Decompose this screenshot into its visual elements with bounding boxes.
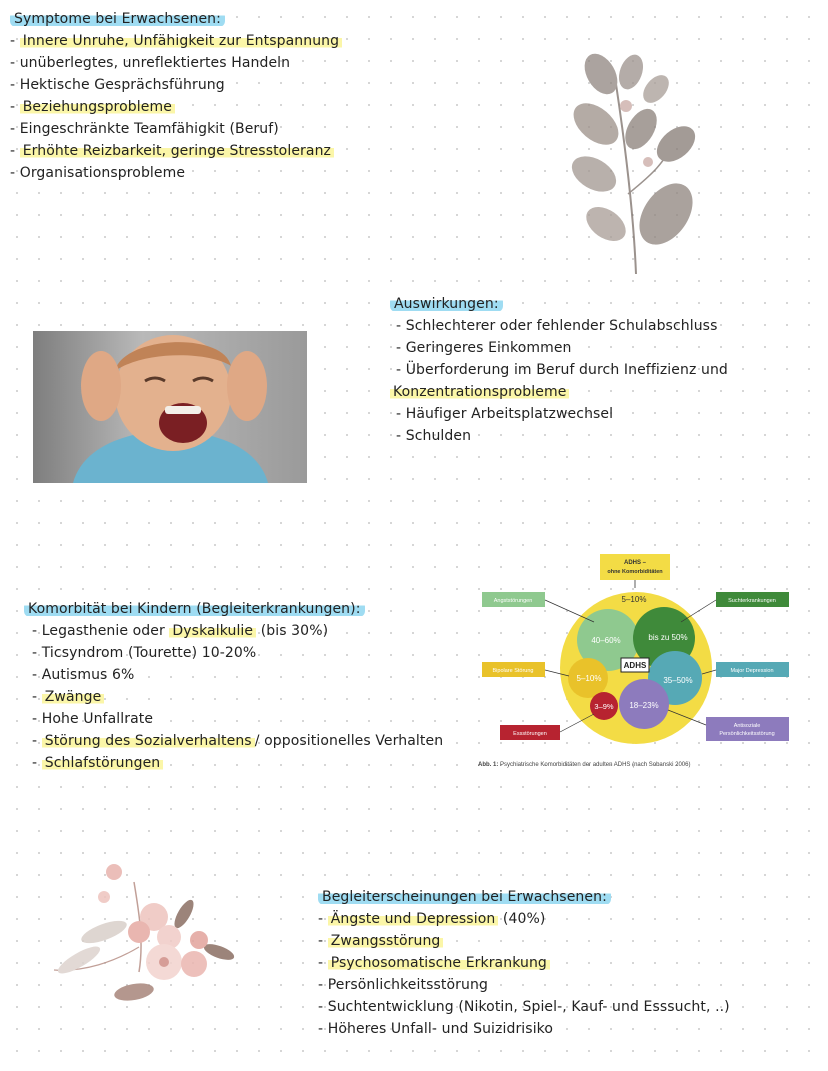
- comorbidity-diagram: [476, 550, 806, 772]
- label-adhs-top: ADHS –: [623, 560, 647, 566]
- diagram-caption: Abb. 1: Psychiatrische Komorbiditäten der adulten ADHS (nach Sobanski 2006): [478, 762, 691, 768]
- comorbidity-item: - Hohe Unfallrate: [32, 711, 154, 727]
- list-item: - Ängste und Depression (40%): [318, 911, 546, 927]
- label-bipolar: Bipolare Störung: [492, 668, 534, 674]
- label-antisocial-2: Persönlichkeitsstörung: [719, 731, 775, 737]
- leaf-watercolor-image: [556, 44, 716, 284]
- value-antisocial: 18–23%: [629, 701, 659, 710]
- section-comorbidity-children: [24, 598, 484, 774]
- label-depression: Major Depression: [730, 668, 774, 674]
- list-item: - Innere Unruhe, Unfähigkeit zur Entspannung: [10, 30, 410, 52]
- label-antisocial-1: Antisoziale: [733, 723, 761, 729]
- list-item: - Psychosomatische Erkrankung: [318, 952, 818, 974]
- heading-effects: Auswirkungen:: [390, 296, 503, 312]
- effects-item: - Geringeres Einkommen: [396, 340, 572, 356]
- heading-associated: Begleiterscheinungen bei Erwachsenen:: [318, 889, 611, 905]
- comorbidity-item: - Störung des Sozialverhaltens / oppositionelles Verhalten: [32, 733, 444, 749]
- effects-item: - Schlechterer oder fehlender Schulabschluss: [396, 318, 718, 334]
- comorbidity-item: - Schlafstörungen: [24, 752, 484, 774]
- center-label: ADHS: [623, 661, 647, 670]
- flower-watercolor-image: [44, 852, 244, 1012]
- comorbidity-item: - Zwänge: [24, 686, 484, 708]
- list-item: - Hektische Gesprächsführung: [10, 77, 225, 93]
- effects-item-highlight: Konzentrationsprobleme: [390, 384, 569, 400]
- section-symptoms-adults: [10, 8, 410, 184]
- list-item: - unüberlegtes, unreflektiertes Handeln: [10, 55, 291, 71]
- label-addiction: Suchterkrankungen: [728, 598, 776, 604]
- value-anxiety: 40–60%: [591, 636, 621, 645]
- screaming-child-photo: [33, 331, 307, 483]
- heading-symptoms: Symptome bei Erwachsenen:: [10, 11, 225, 27]
- list-item: - Zwangsstörung: [318, 930, 818, 952]
- list-item: - Höheres Unfall- und Suizidrisiko: [318, 1021, 554, 1037]
- value-bipolar: 5–10%: [576, 674, 602, 683]
- symptoms-list: [10, 30, 410, 184]
- label-eating: Essstörungen: [513, 731, 547, 737]
- value-eating: 3–9%: [594, 702, 614, 711]
- label-no-comorbidity: ohne Komorbiditäten: [607, 569, 663, 575]
- label-box-no-comorbidity: [600, 554, 670, 580]
- label-anxiety: Angststörungen: [493, 598, 533, 604]
- comorbidity-item: - Ticsyndrom (Tourette) 10-20%: [32, 645, 257, 661]
- associated-list: [318, 908, 818, 1040]
- list-item: - Suchtentwicklung (Nikotin, Spiel-, Kauf- und Esssucht, ..): [318, 999, 730, 1015]
- effects-item: - Schulden: [396, 428, 472, 444]
- list-item: - Erhöhte Reizbarkeit, geringe Stresstoleranz: [10, 140, 410, 162]
- value-no-comorbidity: 5–10%: [621, 595, 647, 604]
- list-item: - Organisationsprobleme: [10, 165, 186, 181]
- value-addiction: bis zu 50%: [648, 633, 688, 642]
- heading-comorbidity: Komorbität bei Kindern (Begleiterkrankungen):: [24, 601, 365, 617]
- effects-item: - Überforderung im Beruf durch Ineffizienz und: [396, 362, 728, 378]
- section-effects: [390, 293, 810, 447]
- effects-item: - Häufiger Arbeitsplatzwechsel: [396, 406, 614, 422]
- list-item: - Eingeschränkte Teamfähigkit (Beruf): [10, 121, 279, 137]
- value-depression: 35–50%: [663, 676, 693, 685]
- comorbidity-item: - Autismus 6%: [32, 667, 135, 683]
- section-associated-adults: [318, 886, 818, 1040]
- comorbidity-item: - Legasthenie oder Dyskalkulie (bis 30%): [32, 623, 329, 639]
- list-item: - Beziehungsprobleme: [10, 96, 410, 118]
- label-box-antisocial: [706, 717, 789, 741]
- list-item: - Persönlichkeitsstörung: [318, 977, 488, 993]
